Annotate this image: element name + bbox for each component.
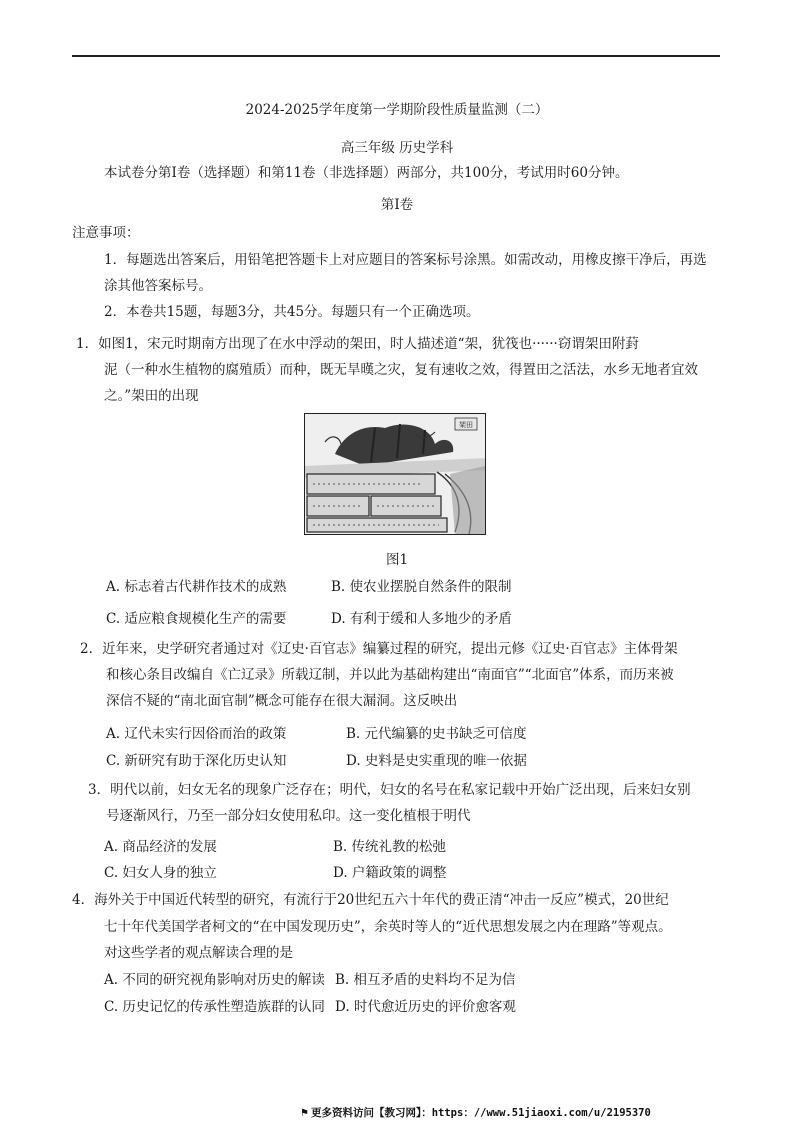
q1-stem-line1: 1．如图1，宋元时期南方出现了在水中浮动的架田，时人描述道“架，犹筏也······窃谓架田附葑 [76, 336, 639, 352]
q4-option-c[interactable]: C. 历史记忆的传承性塑造族群的认同 [104, 999, 325, 1015]
q1-option-a[interactable]: A. 标志着古代耕作技术的成熟 [106, 579, 287, 595]
figure-1-image [304, 413, 486, 535]
q4-option-b[interactable]: B. 相互矛盾的史料均不足为信 [335, 972, 516, 988]
figure-inset-label: 架田 [459, 421, 473, 429]
q2-option-b[interactable]: B. 元代编纂的史书缺乏可信度 [346, 726, 527, 742]
figure-1-caption: 图1 [385, 552, 409, 568]
exam-subtitle: 高三年级 历史学科 [340, 140, 454, 156]
q4-option-a[interactable]: A. 不同的研究视角影响对历史的解读 [104, 972, 325, 988]
notice-item-2: 2．本卷共15题，每题3分，共45分。每题只有一个正确选项。 [104, 304, 480, 320]
q1-stem-line3: 之。”架田的出现 [104, 388, 199, 404]
footer-text: 更多资料访问【教习网】：https：//www.51jiaoxi.com/u/2195370 [310, 1107, 651, 1119]
top-rule [72, 55, 720, 57]
q1-option-c[interactable]: C. 适应粮食规模化生产的需要 [106, 611, 287, 627]
q1-option-b[interactable]: B. 使农业摆脱自然条件的限制 [331, 579, 512, 595]
section-title: 第I卷 [380, 197, 414, 213]
jiatian-illustration [305, 414, 486, 535]
q2-stem-line3: 深信不疑的“南北面官制”概念可能存在很大漏洞。这反映出 [106, 693, 458, 709]
q2-stem-line1: 2．近年来，史学研究者通过对《辽史·百官志》编纂过程的研究，提出元修《辽史·百官志》主体骨架 [80, 641, 678, 657]
q1-stem-line2: 泥（一种水生植物的腐殖质）而种，既无旱暵之灾，复有速收之效，得置田之活法，水乡无地者宜效 [104, 362, 698, 378]
flag-icon: ⚑ [300, 1108, 309, 1119]
q4-option-d[interactable]: D. 时代愈近历史的评价愈客观 [335, 999, 516, 1015]
q3-stem-line2: 号逐渐风行，乃至一部分妇女使用私印。这一变化植根于明代 [106, 808, 471, 824]
q2-option-a[interactable]: A. 辽代未实行因俗而治的政策 [106, 726, 287, 742]
q4-stem-line1: 4．海外关于中国近代转型的研究，有流行于20世纪五六十年代的费正清“冲击一反应”模式，20世纪 [72, 892, 669, 908]
q2-option-c[interactable]: C. 新研究有助于深化历史认知 [106, 753, 287, 769]
q3-option-d[interactable]: D. 户籍政策的调整 [333, 865, 447, 881]
exam-intro: 本试卷分第I卷（选择题）和第11卷（非选择题）两部分，共100分，考试用时60分钟。 [104, 165, 629, 181]
footer-link[interactable] [300, 1105, 651, 1120]
q3-option-c[interactable]: C. 妇女人身的独立 [104, 865, 217, 881]
q4-stem-line3: 对这些学者的观点解读合理的是 [104, 945, 293, 961]
notice-heading: 注意事项： [72, 225, 140, 241]
notice-item-1-cont: 涂其他答案标号。 [104, 278, 212, 294]
q4-stem-line2: 七十年代美国学者柯文的“在中国发现历史”，余英时等人的“近代思想发展之内在理路”等观点。 [104, 919, 672, 935]
q3-option-b[interactable]: B. 传统礼教的松弛 [333, 839, 447, 855]
notice-item-1: 1．每题选出答案后，用铅笔把答题卡上对应题目的答案标号涂黑。如需改动，用橡皮擦干净后，再选 [104, 252, 707, 268]
q3-stem-line1: 3．明代以前，妇女无名的现象广泛存在；明代，妇女的名号在私家记载中开始广泛出现，后来妇女别 [88, 782, 691, 798]
exam-title: 2024-2025学年度第一学期阶段性质量监测（二） [245, 102, 549, 118]
q2-stem-line2: 和核心条目改编自《亡辽录》所载辽制，并以此为基础构建出“南面官”“北面官”体系，而历来被 [106, 667, 674, 683]
q3-option-a[interactable]: A. 商品经济的发展 [104, 839, 217, 855]
q1-option-d[interactable]: D. 有利于缓和人多地少的矛盾 [331, 611, 512, 627]
q2-option-d[interactable]: D. 史料是史实重现的唯一依据 [346, 753, 527, 769]
